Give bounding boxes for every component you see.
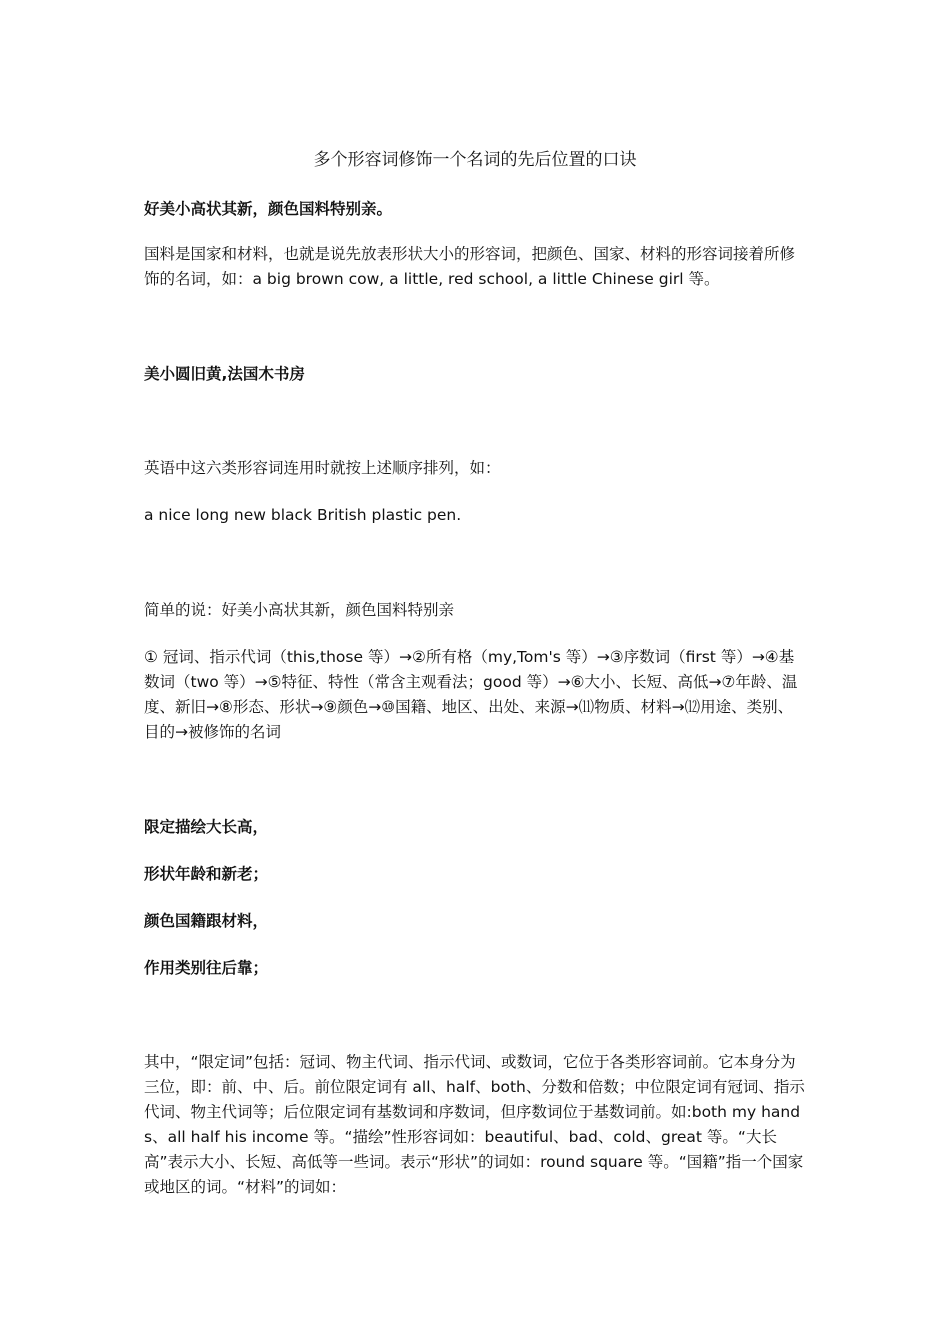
verse-line-2: 形状年龄和新老；: [144, 865, 269, 883]
intro-2: 英语中这六类形容词连用时就按上述顺序排列，如：: [144, 459, 501, 477]
mnemonic-2: 美小圆旧黄,法国木书房: [144, 365, 305, 383]
example-sentence: a nice long new black British plastic pen.: [144, 506, 462, 524]
verse-line-4: 作用类别往后靠；: [144, 959, 269, 977]
verse-line-1: 限定描绘大长高，: [144, 818, 269, 836]
simple-saying: 简单的说：好美小高状其新，颜色国料特别亲: [144, 601, 455, 619]
verse-line-3: 颜色国籍跟材料，: [144, 912, 269, 930]
detail-paragraph: 其中，“限定词”包括：冠词、物主代词、指示代词、或数词，它位于各类形容词前。它本身分为三位，即：前、中、后。前位限定词有 all、half、both、分数和倍数；中位限定词有冠词、指示代词、物主代词等；后位限定词有基数词和序数词，但序数词位于基数词前。如:both my hands、all half his income 等。“描绘”性形容词如：beautiful、bad、cold、great 等。“大长高”表示大小、长短、高低等一些词。表示“形状”的词如：round square 等。“国籍”指一个国家或地区的词。“材料”的词如：: [144, 1053, 805, 1196]
order-list: ① 冠词、指示代词（this,those 等）→②所有格（my,Tom's 等）→③序数词（first 等）→④基数词（two 等）→⑤特征、特性（常含主观看法；good 等）→⑥大小、长短、高低→⑦年龄、温度、新旧→⑧形态、形状→⑨颜色→⑩国籍、地区、出处、来源→⑾物质、材料→⑿用途、类别、目的→被修饰的名词: [144, 648, 798, 741]
explanation-1: 国料是国家和材料，也就是说先放表形状大小的形容词，把颜色、国家、材料的形容词接着所修饰的名词，如：a big brown cow, a little, red school, a little Chinese girl 等。: [144, 245, 796, 288]
page-title: 多个形容词修饰一个名词的先后位置的口诀: [313, 150, 637, 170]
mnemonic-1: 好美小高状其新，颜色国料特别亲。: [144, 200, 393, 218]
